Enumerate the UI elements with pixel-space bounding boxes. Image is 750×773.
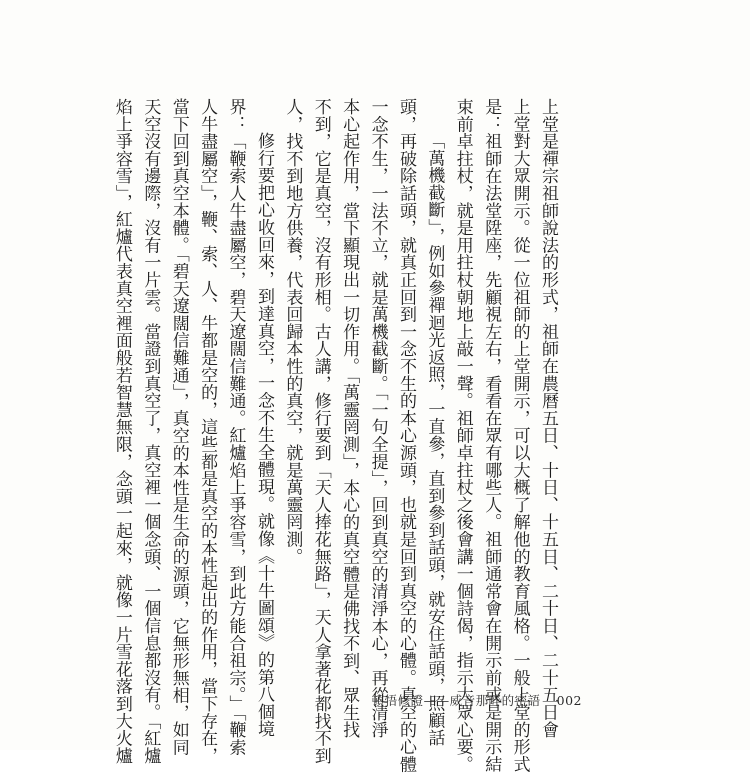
text-column-6: 頭，再破除話頭，就真正回到一念不生的本心源頭，也就是回到真空的心體。真空的心體 xyxy=(395,98,416,773)
text-column-9: 不到，它是真空，沒有形相。古人講，修行要到「天人捧花無路」，天人拿著花都找不到 xyxy=(310,98,331,765)
text-column-8: 本心起作用，當下顯現出一切作用。「萬靈罔測」，本心的真空體是佛找不到、眾生找 xyxy=(339,98,360,739)
text-column-5: 「萬機截斷」，例如參禪迴光返照，一直參，直到參到話頭，就安住話頭，照顧話 xyxy=(424,132,445,747)
running-title: 頓悟修證——威音那畔的密語 xyxy=(371,693,541,708)
text-column-2: 上堂對大眾開示。從一位祖師的上堂開示，可以大概了解他的教育風格。一般上堂的形式 xyxy=(509,98,530,773)
text-column-7: 一念不生，一法不立，就是萬機截斷。「一句全提」，回到真空的清淨本心，再從清淨 xyxy=(367,98,388,739)
text-column-16: 焰上爭容雪」，紅爐代表真空裡面般若智慧無限，念頭一起來，就像一片雪花落到大火爐 xyxy=(111,98,132,765)
text-column-1: 上堂是禪宗祖師說法的形式，祖師在農曆五日、十日、十五日、二十日、二十五日會 xyxy=(538,98,558,739)
page-number: 002 xyxy=(556,693,582,708)
text-column-12: 界：「鞭索人牛盡屬空，碧天遼闊信難通。紅爐焰上爭容雪，到此方能合祖宗。」「鞭索 xyxy=(225,98,246,756)
text-column-4: 束前卓拄杖，就是用拄杖朝地上敲一聲。祖師卓拄杖之後會講一個詩偈，指示大眾心要。 xyxy=(452,98,473,773)
text-column-3: 是：祖師在法堂陞座，先顧視左右，看看在眾有哪些人。祖師通常會在開示前或是開示結 xyxy=(481,98,502,773)
text-column-11: 修行要把心收回來，到達真空，一念不生全體現。就像《十牛圖頌》的第八個境 xyxy=(253,132,274,738)
text-column-15: 天空沒有邊際，沒有一片雲。當證到真空了，真空裡一個念頭、一個信息都沒有。「紅爐 xyxy=(140,98,161,765)
page-footer xyxy=(372,691,582,709)
text-column-13: 人牛盡屬空」，鞭、索、人、牛都是空的，這些都是真空的本性起出的作用，當下存在， xyxy=(197,98,218,765)
text-column-10: 人，找不到地方供養，代表回歸本性的真空，就是萬靈罔測。 xyxy=(282,98,303,566)
text-column-14: 當下回到真空本體。「碧天遼闊信難通」，真空的本性是生命的源頭，它無形無相，如同 xyxy=(168,98,189,756)
